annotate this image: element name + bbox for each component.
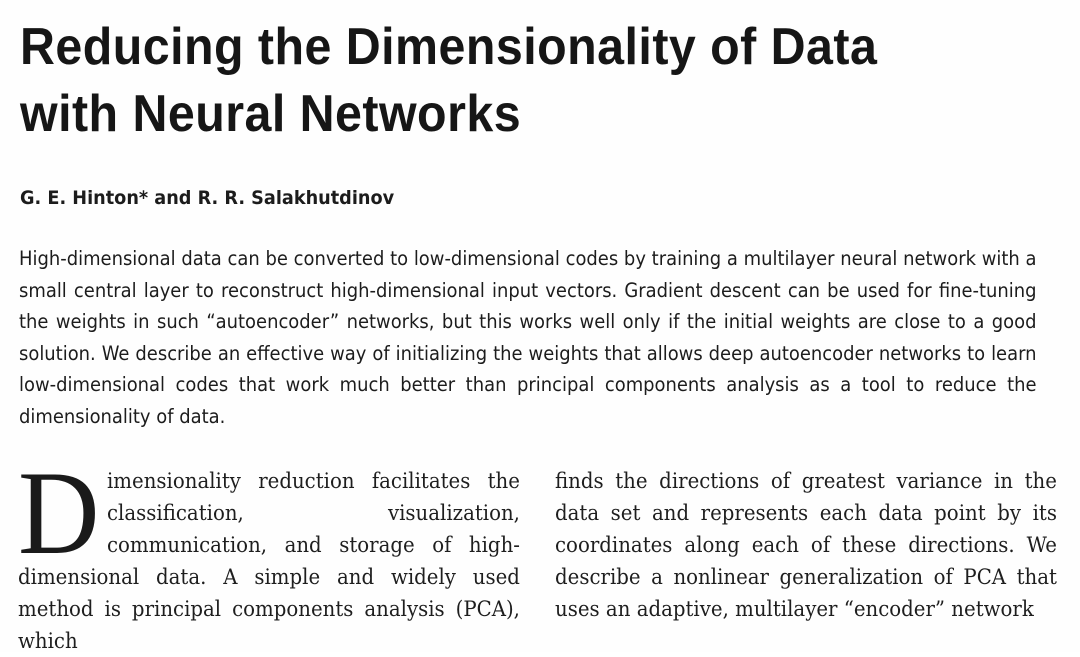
paper-authors: G. E. Hinton* and R. R. Salakhutdinov xyxy=(20,187,395,209)
body-paragraph-left: imensionality reduction facilitates the classification, visualization, communication, and storage of high-dimensional data. A simple and widely used method is principal components analysis (PCA), which xyxy=(18,469,520,653)
paper-title: Reducing the Dimensionality of Data with Neural Networks xyxy=(20,18,878,143)
body-column-left xyxy=(18,446,520,657)
paper-abstract: High-dimensional data can be converted to low-dimensional codes by training a multilayer neural network with a small central layer to reconstruct high-dimensional input vectors. Gradient descent can be used for fine-tuning the weights in such “autoencoder” networks, but this works well only if the initial weights are close to a good solution. We describe an effective way of initializing the weights that allows deep autoencoder networks to learn low-dimensional codes that work much better than principal components analysis as a tool to reduce the dimensionality of data. xyxy=(19,247,1037,428)
body-column-right xyxy=(555,465,1057,625)
body-paragraph-right: finds the directions of greatest variance in the data set and represents each data point by its coordinates along each of these directions. We describe a nonlinear generalization of PCA that uses an adaptive, multilayer “encoder” network xyxy=(555,469,1057,621)
drop-cap: D xyxy=(18,446,100,579)
